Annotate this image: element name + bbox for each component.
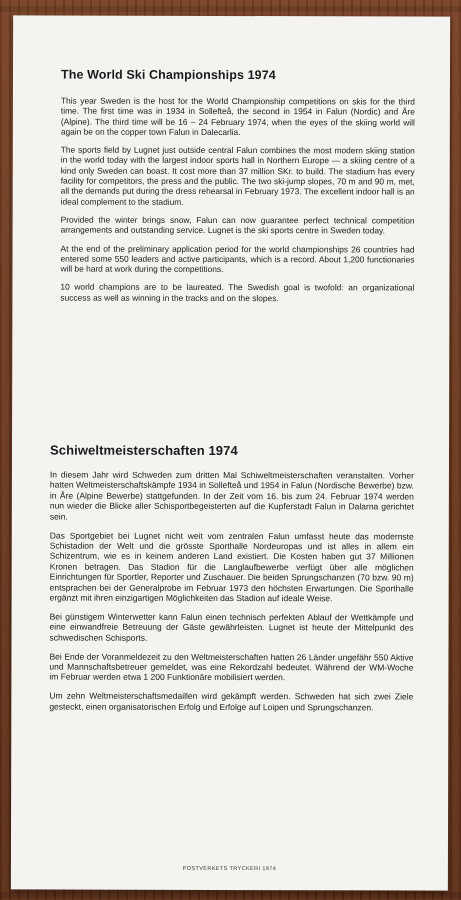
english-paragraph: Provided the winter brings snow, Falun can now guarantee perfect technical competition arrangements and outstanding service. Lugnet is the ski sports centre in Sweden today.: [60, 214, 415, 236]
german-paragraph: Bei günstigem Winterwetter kann Falun einen technisch perfekten Ablauf der Wettkämpfe und eine einwandfreie Betreuung der Gäste gewährleisten. Lugnet ist heute der Mittelpunkt des schwedischen Schisports.: [49, 611, 414, 643]
german-paragraph: Bei Ende der Voranmeldezeit zu den Weltmeisterschaften hatten 26 Länder ungefähr 550 Aktive und Mannschaftsbetreuer gemeldet, was eine Rekordzahl bedeutet. Während der WM-Woche im Februar werden etwa 1 200 Funktionäre mobilisiert werden.: [49, 651, 414, 683]
english-paragraph: The sports field by Lugnet just outside central Falun combines the most modern skiing station in the world today with the largest indoor sports hall in Northern Europe — a skiing centre of a kind only Sweden can boast. It cost more than 37 million SKr. to build. The stadium has every facility for competitors, the press and the public. The two ski-jump slopes, 70 m and 90 m, met, all the demands put during the dress rehearsal in February 1973. The excellent indoor hall is an ideal complement to the stadium.: [60, 144, 415, 207]
german-paragraph: Um zehn Weltmeisterschaftsmedaillen wird gekämpft werden. Schweden hat sich zwei Ziele gesteckt, einen organisatorischen Erfolg und Erfolge auf Loipen und Sprungschanzen.: [49, 690, 414, 713]
wood-background-grain: [0, 892, 461, 898]
wood-background-grain: [0, 6, 461, 12]
english-paragraph: This year Sweden is the host for the World Championship competitions on skis for the third time. The first time was in 1934 in Sollefteå, the second in 1954 in Falun (Nordic) and Åre (Alpine). The third time will be 16 – 24 February 1974, when the eyes of the skiing world will again be on the copper town Falun in Dalecarlia.: [60, 95, 415, 137]
english-section: [50, 68, 415, 312]
german-paragraph: In diesem Jahr wird Schweden zum dritten Mal Schiweltmeisterschaften veranstalten. Vorher hatten Weltmeisterschaftskämpfe 1934 in Sollefteå und 1954 in Falun (Nordische Bewerbe) bzw. in Åre (Alpine Bewerbe) stattgefunden. In der Zeit vom 16. bis zum 24. Februar 1974 werden nun wieder die Blicke aller Schisportbegeisterten auf die Kupferstadt Falun in Dalarna gerichtet sein.: [49, 469, 414, 522]
german-paragraph: Das Sportgebiet bei Lugnet nicht weit vom zentralen Falun umfasst heute das modernste Schistadion der Welt und die grösste Sporthalle Nordeuropas und ist alles in allem ein Schizentrum, wie es in keinem anderen Land existiert. Die Kosten haben gut 37 Millionen Kronen betragen. Das Stadion für die Langlaufbewerbe verfügt über alle möglichen Einrichtungen für Sportler, Reporter und Zuschauer. Die beiden Sprungschanzen (70 bzw. 90 m) entsprachen bei der Generalprobe im Februar 1973 den höchsten Erwartungen. Die Sporthalle ergänzt mit ihren einzigartigen Möglichkeiten das Stadion auf ideale Weise.: [49, 530, 414, 604]
german-title: Schiweltmeisterschaften 1974: [49, 442, 238, 459]
printer-imprint: POSTVERKETS TRYCKERI 1974: [182, 865, 277, 873]
german-section: [49, 443, 414, 722]
english-paragraph: 10 world champions are to be laureated. The Swedish goal is twofold: an organizational success as well as winning in the tracks and on the slopes.: [60, 282, 415, 303]
english-title: The World Ski Championships 1974: [60, 67, 276, 83]
english-paragraph: At the end of the preliminary application period for the world championships 26 countries had entered some 550 leaders and active participants, which is a record. About 1,200 functionaries will be hard at work during the competitions.: [60, 243, 415, 275]
info-leaflet: [11, 15, 450, 890]
